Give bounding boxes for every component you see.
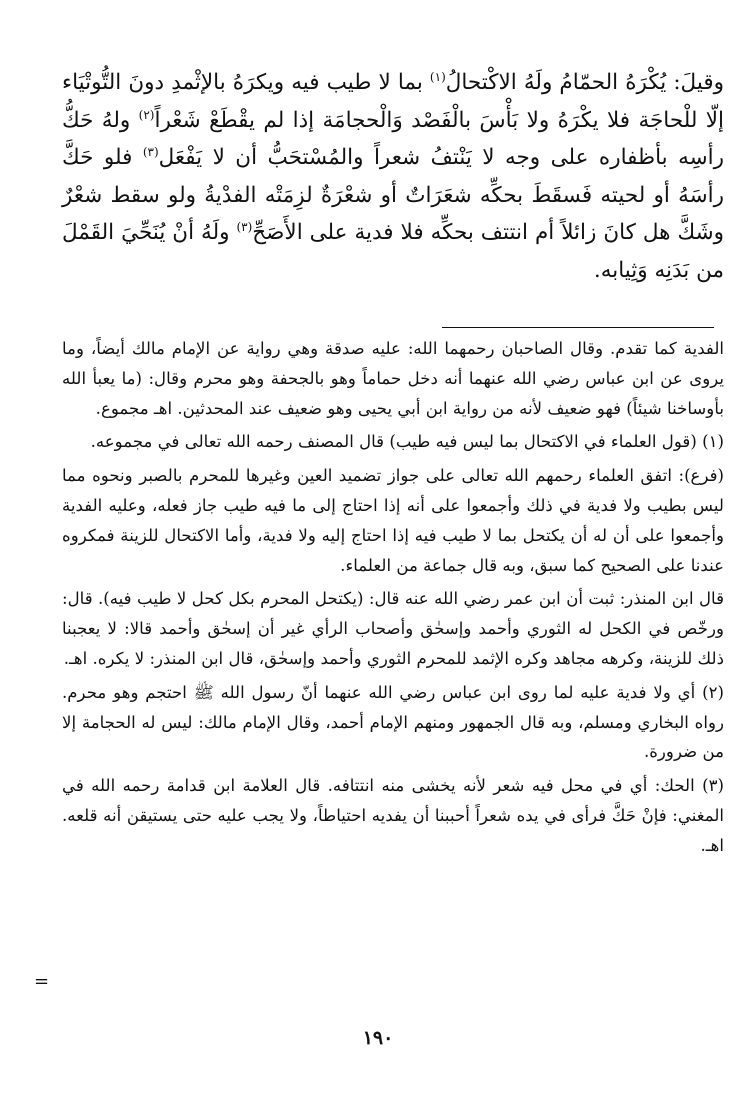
footnote-paragraph: قال ابن المنذر: ثبت أن ابن عمر رضي الله عنه قال: (يكتحل المحرم بكل كحل لا طيب فيه). قال: ورخّص في الكحل له الثوري وأحمد وإسحٰق وأصحاب الرأي غير أن إسحٰق وأحمد قالا: لا يعجبنا ذلك للزينة، وكرهه مجاهد وكره الإثمد للمحرم الثوري وأحمد وإسحٰق، قال ابن المنذر: لا يكره. اهـ. [62, 589, 724, 668]
footnote-paragraph: (٣) الحك: أي في محل فيه شعر لأنه يخشى منه انتتافه. قال العلامة ابن قدامة رحمه الله في المغني: فإنْ حَكَّ فرأى في يده شعراً أحببنا أن يفديه احتياطاً، ولا يجب عليه حتى يستيقن أنه قلعه. اهـ. [62, 776, 724, 855]
footnotes-block [62, 334, 724, 865]
main-paragraph [62, 64, 724, 290]
main-text-segment: ولَهُ أنْ يُنَحِّيَ القَمْلَ من بَدَنِه وَثِيابه. [62, 220, 724, 283]
footnote-paragraph: الفدية كما تقدم. وقال الصاحبان رحمهما الله: عليه صدقة وهي رواية عن الإمام مالك أيضاً، وما يروى عن ابن عباس رضي الله عنهما أنه دخل حماماً وهو بالجحفة وهو محرم وقال: (ما يعبأ الله بأوساخنا شيئاً) فهو ضعيف لأنه من رواية ابن أبي يحيى وهو ضعيف عند المحدثين. اهـ مجموع. [62, 339, 724, 418]
footnote-ref-3b: (٣) [236, 220, 253, 235]
footnote-paragraph: (فرع): اتفق العلماء رحمهم الله تعالى على جواز تضميد العين وغيرها للمحرم بالصبر ونحوه مما ليس بطيب ولا فدية في ذلك وأجمعوا على أنه إذا احتاج إلى ما فيه طيب جاز فعله، وعليه الفدية وأجمعوا على أن له أن يكتحل بما لا طيب فيه إذا احتاج إليه ولا فدية، وأما الاكتحال للزينة فمكروه عندنا على الصحيح كما سبق، وبه قال جماعة من العلماء. [62, 466, 724, 575]
footnote-ref-2: (٢) [138, 107, 155, 122]
footnote-divider [442, 327, 714, 328]
footnote-paragraph: (١) (قول العلماء في الاكتحال بما ليس فيه طيب) قال المصنف رحمه الله تعالى في مجموعه. [90, 432, 724, 452]
continuation-mark: = [34, 971, 50, 992]
page-number: ١٩٠ [362, 1027, 394, 1049]
footnote-ref-3: (٣) [142, 145, 159, 160]
main-text-block [62, 64, 724, 290]
footnote-paragraph: (٢) أي ولا فدية عليه لما روى ابن عباس رضي الله عنهما أنّ رسول الله ﷺ احتجم وهو محرم. رواه البخاري ومسلم، وبه قال الجمهور ومنهم الإمام أحمد، وقال الإمام مالك: ليس له الحجامة إلا من ضرورة. [62, 682, 724, 762]
footnote-ref-1: (١) [429, 69, 446, 84]
main-text-segment: فلو حَكَّ رأسَهُ أو لحيته فَسقَطَ بحكِّه شعَرَاتٌ أو شعْرَةٌ لزِمَتْه الفدْيةُ ولو سقط شعْرٌ وشَكَّ هل كانَ زائلاً أم انتتف بحكِّه فلا فدية على الأَصَحِّ [62, 145, 724, 246]
main-text-segment: بما لا طيب فيه ويكرَهُ بالإثْمدِ دونَ التُّوتْيَاء إلّا للْحاجَة فلا يكْرَهُ ولا بَأْسَ بالْفَصْد وَالْحجامَة إذا لم يقْطَعْ شَعْراً [62, 70, 724, 133]
main-text-segment: ولهُ حَكُّ رأسِه بأظفاره على وجه لا يَنْتفُ شعراً والمُسْتحَبُّ أن لا يَفْعَل [62, 107, 724, 171]
main-text-segment: وقيلَ: يُكْرَهُ الحمّامُ ولَهُ الاكْتحالُ [445, 70, 724, 95]
